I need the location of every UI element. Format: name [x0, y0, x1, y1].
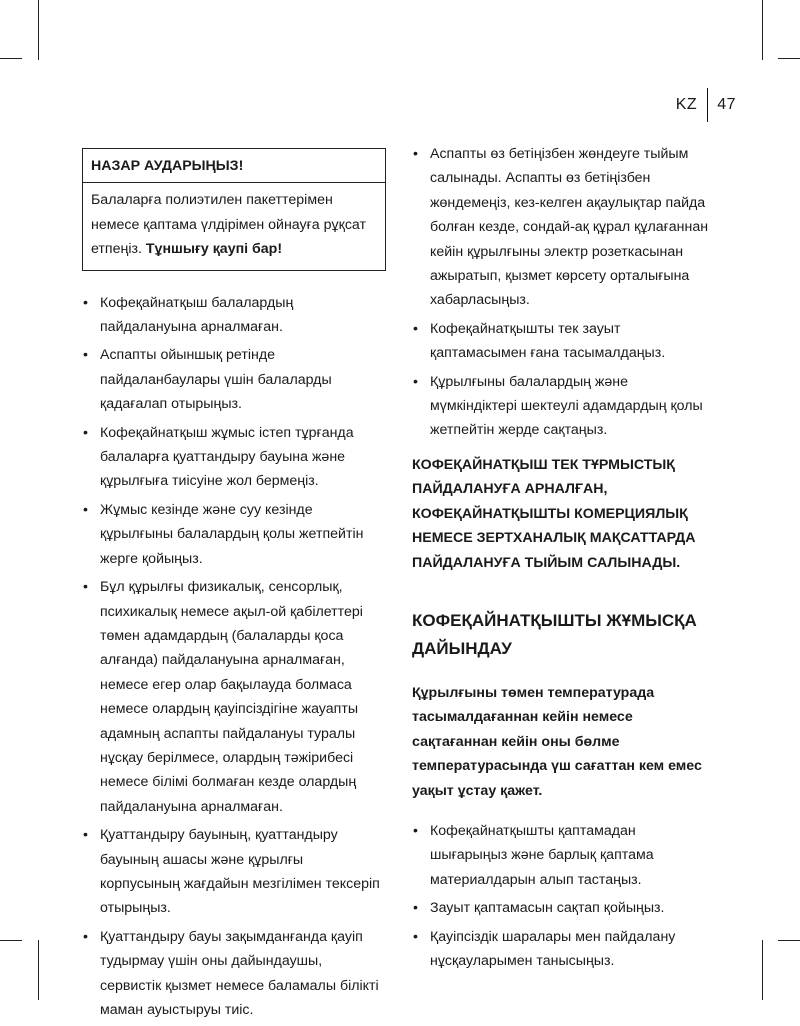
list-item: • Кофеқайнатқышты тек зауыт қаптамасымен ғана тасымалдаңыз.	[412, 317, 716, 366]
crop-mark-top-left-h	[0, 58, 22, 59]
crop-mark-bottom-right	[762, 940, 763, 1000]
section-heading: КОФЕҚАЙНАТҚЫШТЫ ЖҰМЫСҚА ДАЙЫНДАУ	[412, 610, 697, 658]
list-item: • Құрылғыны балалардың және мүмкіндіктері шектеулі адамдардың қолы жетпейтін жерде сақтаңыз.	[412, 370, 716, 443]
right-column	[412, 142, 716, 977]
list-item: • Жұмыс кезінде және суу кезінде құрылғыны балалардың қолы жетпейтін жерге қойыңыз.	[82, 498, 386, 571]
section-intro: Құрылғыны төмен температурада тасымалдағаннан кейін немесе сақтағаннан кейін оны бөлме температурасында үш сағаттан кем емес уақыт ұстау қажет.	[412, 684, 702, 799]
crop-mark-bottom-left	[38, 940, 39, 1000]
crop-mark-top-right	[762, 0, 763, 60]
left-column	[82, 148, 386, 1026]
warning-body	[83, 183, 385, 269]
crop-mark-top-left	[38, 0, 39, 60]
language-code: KZ	[675, 96, 698, 113]
warning-title: НАЗАР АУДАРЫҢЫЗ!	[83, 149, 385, 183]
page-header	[676, 88, 736, 122]
crop-mark-bottom-left-h	[0, 940, 22, 941]
left-bullet-list	[82, 291, 386, 1023]
list-item: • Кофеқайнатқыш жұмыс істеп тұрғанда балаларға қуаттандыру бауына және құрылғыға тиісуіне жол бермеңіз.	[82, 421, 386, 494]
commercial-use-warning: КОФЕҚАЙНАТҚЫШ ТЕК ТҰРМЫСТЫҚ ПАЙДАЛАНУҒА АРНАЛҒАН, КОФЕҚАЙНАТҚЫШТЫ КОМЕРЦИЯЛЫҚ НЕМЕСЕ ЗЕРТХАНАЛЫҚ МАҚСАТТАРДА ПАЙДАЛАНУҒА ТЫЙЫМ САЛЫНАДЫ.	[412, 456, 696, 571]
list-item: • Аспапты өз бетіңізбен жөндеуге тыйым салынады. Аспапты өз бетіңізбен жөндемеңіз, кез-келген ақаулықтар пайда болған кезде, сондай-ақ құрал құлағаннан кейін құрылғыны электр розеткасынан ажыратып, қызмет көрсету орталығына хабарласыңыз.	[412, 142, 716, 313]
list-item: • Кофеқайнатқышты қаптамадан шығарыңыз және барлық қаптама материалдарын алып тастаңыз.	[412, 819, 716, 892]
right-bullet-list	[412, 142, 716, 443]
preparation-bullet-list	[412, 819, 716, 973]
crop-mark-bottom-right-h	[778, 940, 800, 941]
list-item: • Зауыт қаптамасын сақтап қойыңыз.	[412, 896, 716, 920]
list-item: • Кофеқайнатқыш балалардың пайдалануына арналмаған.	[82, 291, 386, 340]
warning-box	[82, 148, 386, 271]
warning-text: Балаларға полиэтилен пакеттерімен немесе қаптама үлдірімен ойнауға рұқсат етпеңіз.	[91, 192, 367, 258]
crop-mark-top-right-h	[778, 58, 800, 59]
list-item: • Қауіпсіздік шаралары мен пайдалану нұсқауларымен танысыңыз.	[412, 925, 716, 974]
warning-strong: Тұншығу қаупі бар!	[145, 241, 283, 258]
list-item: • Аспапты ойыншық ретінде пайдаланбаулары үшін балаларды қадағалап отырыңыз.	[82, 343, 386, 416]
list-item: • Бұл құрылғы физикалық, сенсорлық, психикалық немесе ақыл-ой қабілеттері төмен адамдардың (балаларды қоса алғанда) пайдалануына арналмаған, немесе егер олар бақылауда болмаса немесе олардың қауіпсіздігіне жауапты адамның аспапты пайдалануы туралы нұсқау берілмесе, олардың тәжірибесі немесе білімі болмаған кезде олардың пайдалануына арналмаған.	[82, 575, 386, 819]
list-item: • Қуаттандыру бауының, қуаттандыру бауының ашасы және құрылғы корпусының жағдайын мезгілімен тексеріп отырыңыз.	[82, 823, 386, 921]
page-number: 47	[717, 96, 736, 113]
list-item: • Қуаттандыру бауы зақымданғанда қауіп тудырмау үшін оны дайындаушы, сервистік қызмет немесе баламалы білікті маман ауыстыруы тиіс.	[82, 925, 386, 1023]
